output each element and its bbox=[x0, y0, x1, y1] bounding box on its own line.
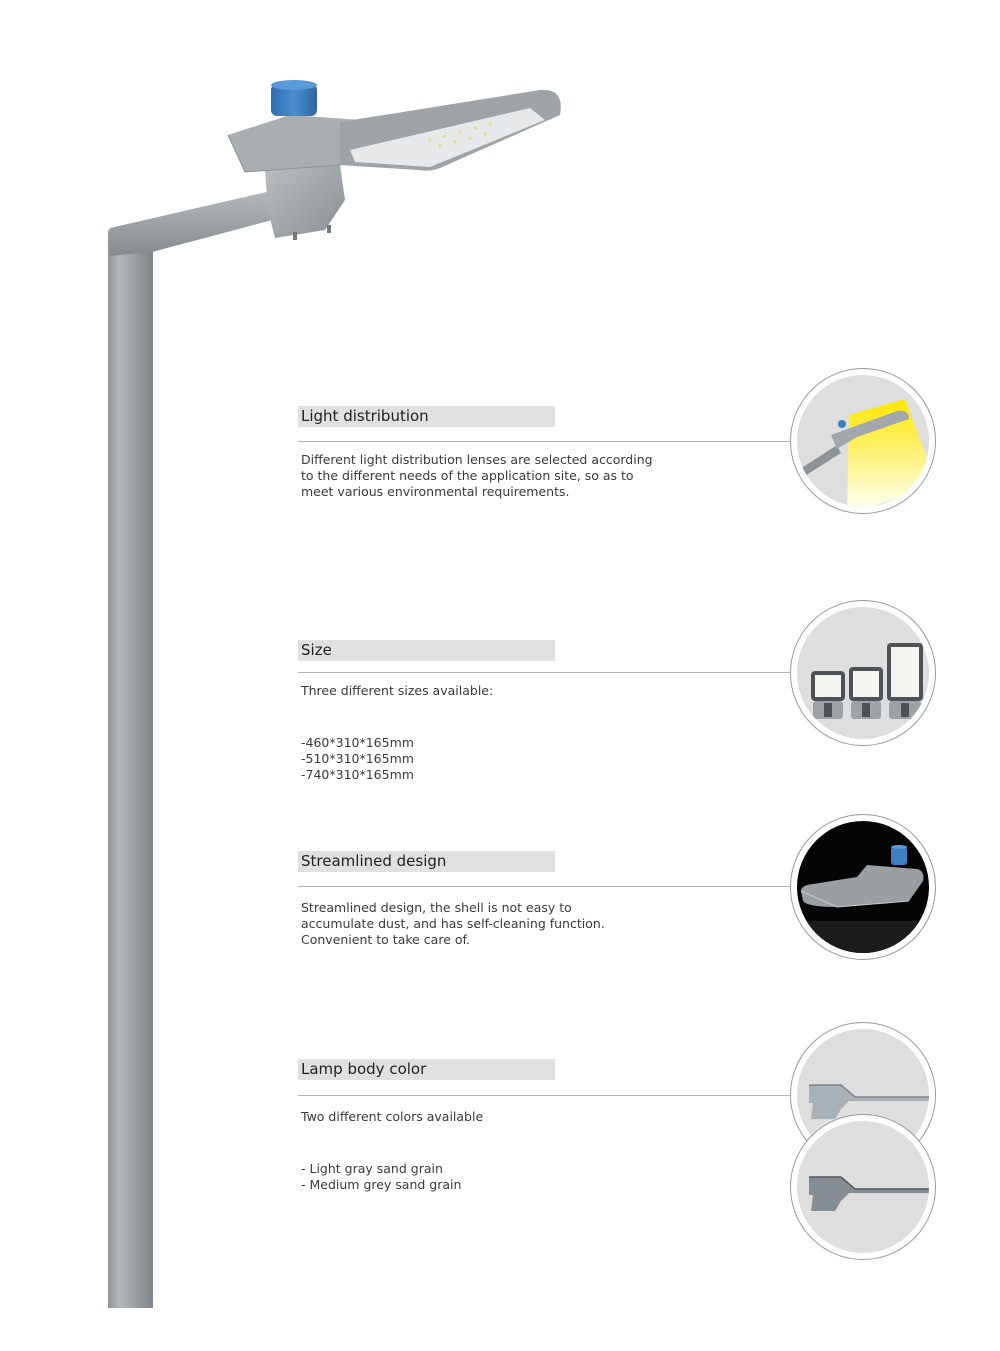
street-lamp-head-illustration bbox=[100, 70, 580, 270]
section-desc-line: to the different needs of the application site, so as to bbox=[301, 468, 634, 483]
three-sizes-icon bbox=[790, 600, 936, 746]
section-divider bbox=[298, 1095, 790, 1096]
street-light-pole bbox=[108, 230, 153, 1308]
size-option: -510*310*165mm bbox=[301, 751, 414, 766]
color-option: - Light gray sand grain bbox=[301, 1161, 443, 1176]
section-desc-line: Convenient to take care of. bbox=[301, 932, 470, 947]
section-desc-line: Streamlined design, the shell is not easy to bbox=[301, 900, 572, 915]
light-beam-icon bbox=[790, 368, 936, 514]
lamp-closeup-icon bbox=[790, 814, 936, 960]
section-lamp-body-color bbox=[298, 1059, 798, 1199]
size-option: -740*310*165mm bbox=[301, 767, 414, 782]
section-divider bbox=[298, 441, 790, 442]
section-divider bbox=[298, 886, 790, 887]
section-desc-line: Different light distribution lenses are selected according bbox=[301, 452, 653, 467]
section-streamlined-design bbox=[298, 851, 798, 961]
section-light-distribution bbox=[298, 406, 798, 516]
section-title: Light distribution bbox=[301, 407, 429, 425]
section-title: Streamlined design bbox=[301, 852, 447, 870]
lamp-arm bbox=[110, 190, 280, 256]
section-divider bbox=[298, 672, 790, 673]
lamp-housing bbox=[265, 165, 345, 238]
section-desc-line: accumulate dust, and has self-cleaning function. bbox=[301, 916, 605, 931]
medium-gray-variant-icon bbox=[790, 1114, 936, 1260]
section-title: Size bbox=[301, 641, 332, 659]
section-desc-line: meet various environmental requirements. bbox=[301, 484, 570, 499]
color-option: - Medium grey sand grain bbox=[301, 1177, 462, 1192]
size-intro: Three different sizes available: bbox=[301, 683, 494, 698]
section-title: Lamp body color bbox=[301, 1060, 427, 1078]
size-option: -460*310*165mm bbox=[301, 735, 414, 750]
color-intro: Two different colors available bbox=[301, 1109, 484, 1124]
section-label-bar bbox=[298, 640, 555, 661]
section-size bbox=[298, 640, 798, 790]
